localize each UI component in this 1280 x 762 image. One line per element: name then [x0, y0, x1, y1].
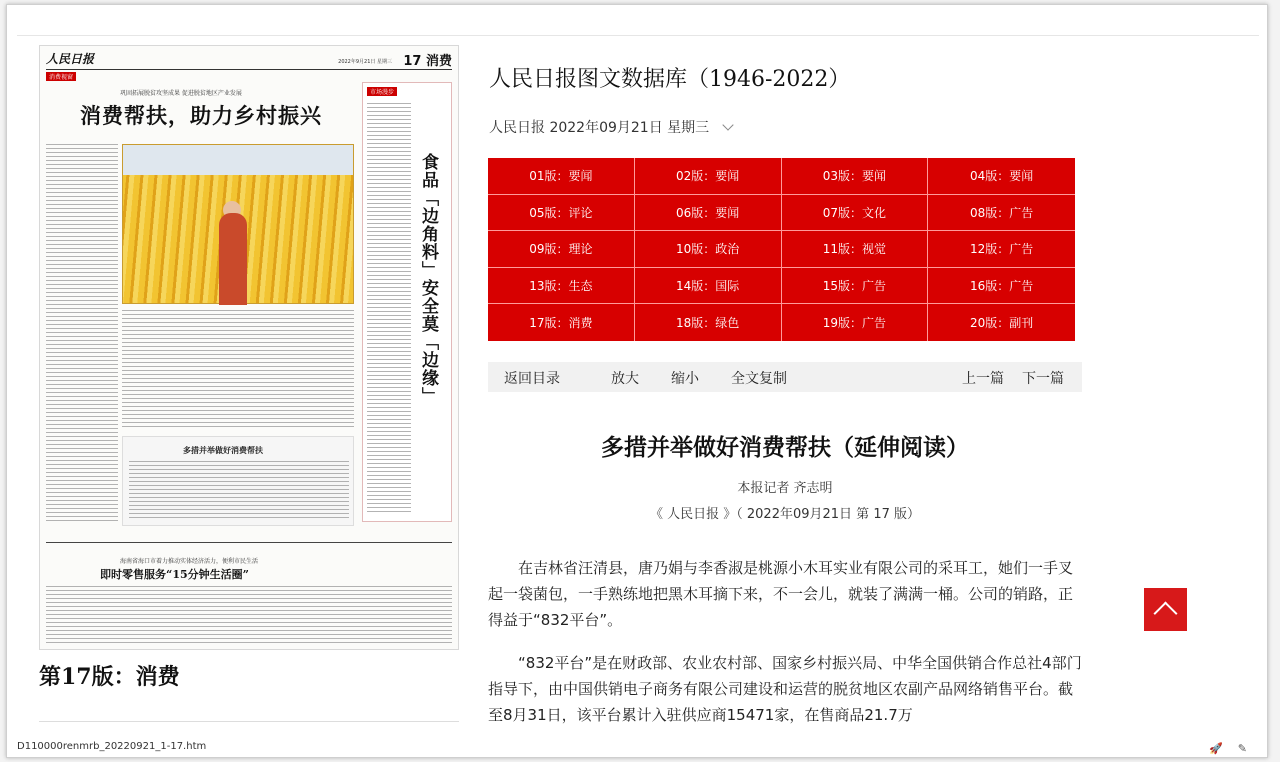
newspaper-bottom-subhead: 海南省海口市着力推动实体经济活力，便利市民生活 — [120, 558, 259, 565]
article-paragraph: 在吉林省汪清县，唐乃娟与李香淑是桃源小木耳实业有限公司的采耳工，她们一手叉起一袋菌包，一手熟练地把黑木耳摘下来，不一会儿，就装了满满一桶。公司的销路，正得益于“832平台”。 — [488, 559, 1074, 629]
left-divider — [39, 721, 459, 722]
newspaper-text-column — [46, 144, 118, 524]
newspaper-section-tag: 消费视窗 — [46, 72, 76, 81]
rocket-icon[interactable]: 🚀 — [1209, 742, 1223, 755]
prev-article-button[interactable]: 上一篇 — [962, 371, 1004, 387]
browser-window — [6, 4, 1268, 758]
article-toolbar — [488, 362, 1082, 392]
edition-link[interactable]: 10版：政治 — [635, 231, 782, 268]
edition-link[interactable]: 02版：要闻 — [635, 158, 782, 195]
newspaper-text-column — [129, 461, 349, 521]
edition-link[interactable]: 09版：理论 — [488, 231, 635, 268]
edition-link[interactable]: 12版：广告 — [928, 231, 1075, 268]
newspaper-date: 2022年9月21日 星期三 — [338, 59, 392, 65]
top-divider — [17, 35, 1259, 36]
newspaper-bottom-headline: 即时零售服务“15分钟生活圈” — [100, 568, 249, 581]
edition-link[interactable]: 11版：视觉 — [782, 231, 929, 268]
article-title: 多措并举做好消费帮扶（延伸阅读） — [601, 435, 969, 461]
chevron-down-icon[interactable] — [722, 119, 733, 130]
next-article-button[interactable]: 下一篇 — [1022, 371, 1064, 387]
zoom-in-button[interactable]: 放大 — [611, 371, 639, 387]
date-paper: 人民日报 — [489, 120, 545, 136]
status-url: D110000renmrb_20220921_1-17.htm — [17, 741, 207, 752]
edition-link[interactable]: 16版：广告 — [928, 268, 1075, 305]
edition-link[interactable]: 04版：要闻 — [928, 158, 1075, 195]
edition-link[interactable]: 08版：广告 — [928, 195, 1075, 232]
edition-link[interactable]: 15版：广告 — [782, 268, 929, 305]
newspaper-vertical-title: 食品「边角料」安全莫「边缘」 — [418, 153, 438, 405]
newspaper-divider — [46, 542, 452, 543]
newspaper-subhead: 巩固拓展脱贫攻坚成果 促进脱贫地区产业发展 — [120, 90, 242, 97]
edition-link[interactable]: 13版：生态 — [488, 268, 635, 305]
pen-icon[interactable]: ✎ — [1237, 742, 1247, 755]
newspaper-side-tag: 市场漫步 — [367, 87, 397, 96]
edition-link[interactable]: 17版：消费 — [488, 304, 635, 341]
edition-link[interactable]: 06版：要闻 — [635, 195, 782, 232]
article-paragraph: “832平台”是在财政部、农业农村部、国家乡村振兴局、中华全国供销合作总社4部门指导下，由中国供销电子商务有限公司建设和运营的脱贫地区农副产品网络销售平台。截至8月31日，该平台累计入驻供应商15471家，在售商品21.7万 — [488, 654, 1082, 724]
newspaper-text-column — [46, 586, 452, 646]
zoom-out-button[interactable]: 缩小 — [671, 371, 699, 387]
newspaper-page-image[interactable] — [39, 45, 459, 650]
copy-all-button[interactable]: 全文复制 — [731, 371, 787, 387]
article-source: 《 人民日报 》（ 2022年09月21日 第 17 版） — [649, 507, 920, 522]
date-value: 2022年09月21日 — [549, 120, 663, 136]
page-label: 第17版：消费 — [39, 664, 180, 690]
edition-link[interactable]: 20版：副刊 — [969, 316, 1034, 331]
article-author: 本报记者 齐志明 — [737, 481, 833, 496]
newspaper-logo: 人民日报 — [46, 52, 95, 66]
database-title: 人民日报图文数据库（1946-2022） — [489, 67, 851, 92]
newspaper-headline: 消费帮扶，助力乡村振兴 — [80, 103, 322, 128]
newspaper-box-title: 多措并举做好消费帮扶 — [183, 446, 263, 455]
newspaper-text-column — [122, 310, 354, 430]
newspaper-photo — [122, 144, 354, 304]
edition-grid — [488, 158, 1075, 341]
edition-link[interactable]: 05版：评论 — [488, 195, 635, 232]
newspaper-text-column — [367, 103, 411, 513]
edition-link[interactable]: 14版：国际 — [635, 268, 782, 305]
newspaper-page-number: 17 消费 — [403, 54, 452, 69]
back-to-top-button[interactable] — [1144, 588, 1187, 631]
edition-link[interactable]: 19版：广告 — [782, 304, 929, 341]
edition-link[interactable]: 01版：要闻 — [488, 158, 635, 195]
back-to-index-button[interactable]: 返回目录 — [504, 371, 560, 387]
status-bar — [7, 741, 1267, 757]
newspaper-boxed-article — [122, 436, 354, 526]
edition-link[interactable]: 03版：要闻 — [782, 158, 929, 195]
newspaper-masthead — [46, 50, 452, 70]
edition-link[interactable]: 18版：绿色 — [635, 304, 782, 341]
date-selector[interactable] — [489, 117, 732, 137]
date-weekday: 星期三 — [667, 120, 710, 136]
edition-link[interactable]: 07版：文化 — [782, 195, 929, 232]
newspaper-sidebar — [362, 82, 452, 522]
